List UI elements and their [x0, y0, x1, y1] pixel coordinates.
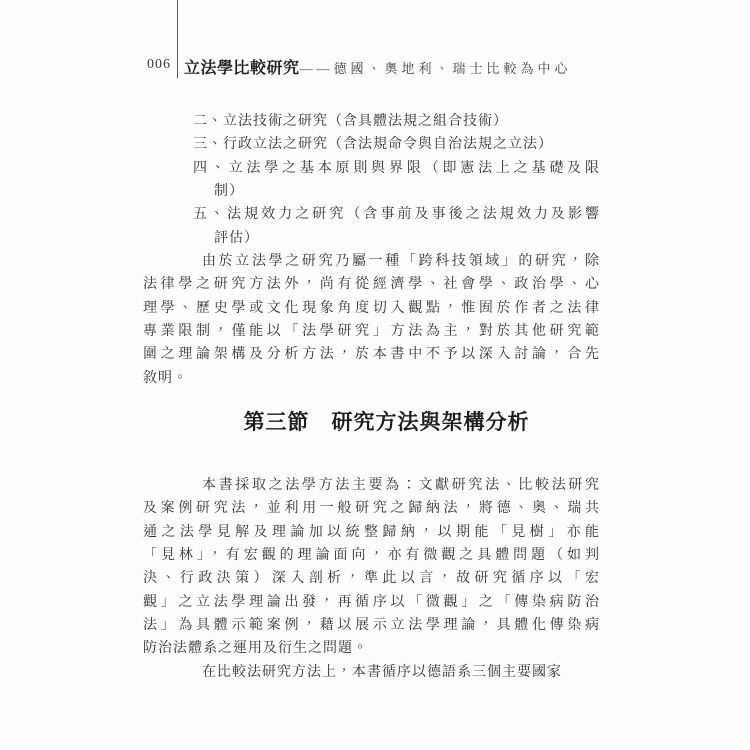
text-line: 四、立法學之基本原則與界限（即憲法上之基礎及限 — [193, 160, 600, 176]
text-line: 由於立法學之研究乃屬一種「跨科技領域」的研究，除 — [202, 253, 600, 269]
text-line: 圍之理論架構及分析方法，於本書中不予以深入討論，合先 — [143, 347, 600, 363]
text-line: 法律學之研究方法外，尚有從經濟學、社會學、政治學、心 — [143, 277, 600, 293]
body-lines-after-heading — [143, 474, 600, 684]
page-body — [143, 110, 600, 684]
text-line: 法」為具體示範案例，藉以展示立法學理論，具體化傳染病 — [143, 617, 600, 633]
text-line: 制） — [214, 183, 244, 199]
text-line: 專業限制，僅能以「法學研究」方法為主，對於其他研究範 — [143, 323, 600, 339]
page-number: 006 — [147, 57, 171, 72]
body-lines-before-heading — [143, 110, 600, 390]
page-header — [184, 55, 572, 78]
text-line: 通之法學見解及理論加以統整歸納，以期能「見樹」亦能 — [143, 524, 600, 540]
text-line: 「見林」，有宏觀的理論面向，亦有微觀之具體問題（如判 — [143, 547, 600, 563]
text-line: 三、行政立法之研究（含法規命令與自治法規之立法） — [193, 137, 553, 153]
text-line: 防治法體系之運用及衍生之問題。 — [143, 641, 368, 657]
book-title: 立法學比較研究 — [184, 60, 300, 77]
text-line: 評估） — [214, 230, 259, 246]
text-line: 本書採取之法學方法主要為：文獻研究法、比較法研究 — [202, 477, 600, 493]
header-divider-rule — [177, 0, 178, 78]
text-line: 及案例研究法，並利用一般研究之歸納法，將德、奧、瑞共 — [143, 501, 600, 517]
text-line: 決、行政決策）深入剖析，準此以言，故研究循序以「宏 — [143, 571, 600, 587]
text-line: 敘明。 — [143, 370, 188, 386]
text-line: 觀」之立法學理論出發，再循序以「微觀」之「傳染病防治 — [143, 594, 600, 610]
book-subtitle: ——德國、奧地利、瑞士比較為中心 — [299, 61, 572, 76]
text-line: 在比較法研究方法上，本書循序以德語系三個主要國家 — [202, 664, 562, 680]
text-line: 五、法規效力之研究（含事前及事後之法規效力及影響 — [193, 207, 600, 223]
text-line: 理學、歷史學或文化現象角度切入觀點，惟囿於作者之法律 — [143, 300, 600, 316]
section-heading: 第三節 研究方法與架構分析 — [243, 409, 530, 434]
text-line: 二、立法技術之研究（含具體法規之組合技術） — [193, 114, 508, 129]
